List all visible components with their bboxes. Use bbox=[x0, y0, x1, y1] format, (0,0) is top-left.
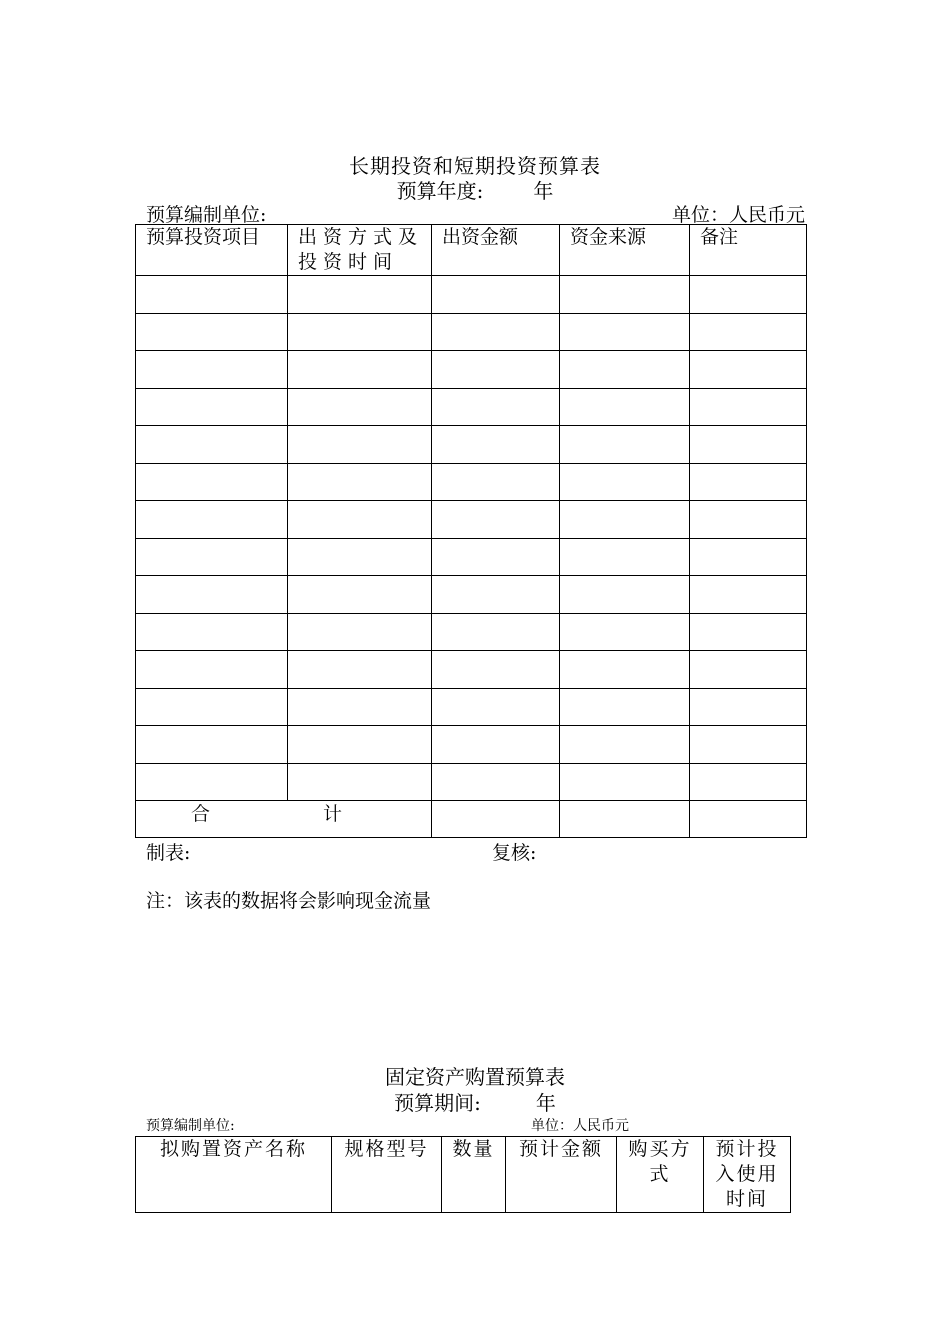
table-cell[interactable] bbox=[288, 726, 432, 764]
table-cell[interactable] bbox=[432, 276, 560, 314]
table-cell[interactable] bbox=[288, 426, 432, 464]
form2-unit-right: 单位：人民币元 bbox=[531, 1118, 629, 1134]
table-row bbox=[136, 351, 807, 389]
table-row bbox=[136, 651, 807, 689]
header-cell: 出资方式及投资时间 bbox=[288, 225, 432, 276]
table-cell[interactable] bbox=[432, 538, 560, 576]
table-cell[interactable] bbox=[432, 388, 560, 426]
table-cell[interactable] bbox=[136, 688, 288, 726]
table-cell[interactable] bbox=[136, 501, 288, 539]
table-cell[interactable] bbox=[690, 538, 807, 576]
table-row bbox=[136, 613, 807, 651]
table-row bbox=[136, 538, 807, 576]
table-cell[interactable] bbox=[288, 463, 432, 501]
total-amount-cell[interactable] bbox=[432, 801, 560, 838]
table-cell[interactable] bbox=[288, 613, 432, 651]
table-cell[interactable] bbox=[690, 501, 807, 539]
table-row bbox=[136, 688, 807, 726]
form2-period-suffix: 年 bbox=[535, 1091, 556, 1115]
table-cell[interactable] bbox=[288, 688, 432, 726]
table-cell[interactable] bbox=[432, 351, 560, 389]
header-cell: 备注 bbox=[690, 225, 807, 276]
total-source-cell[interactable] bbox=[560, 801, 690, 838]
table-row bbox=[136, 463, 807, 501]
table-cell[interactable] bbox=[136, 763, 288, 801]
table-row bbox=[136, 426, 807, 464]
header-cell: 资金来源 bbox=[560, 225, 690, 276]
table-cell[interactable] bbox=[432, 688, 560, 726]
table-cell[interactable] bbox=[560, 726, 690, 764]
table-cell[interactable] bbox=[288, 276, 432, 314]
table-cell[interactable] bbox=[288, 351, 432, 389]
table-cell[interactable] bbox=[288, 313, 432, 351]
form1-year-label: 预算年度: bbox=[396, 179, 484, 203]
table-cell[interactable] bbox=[288, 576, 432, 614]
table-cell[interactable] bbox=[690, 576, 807, 614]
table-cell[interactable] bbox=[432, 576, 560, 614]
header-cell: 预算投资项目 bbox=[136, 225, 288, 276]
table-cell[interactable] bbox=[136, 276, 288, 314]
table-cell[interactable] bbox=[136, 388, 288, 426]
form1-unit-left: 预算编制单位: bbox=[146, 204, 267, 226]
form1-note: 注：该表的数据将会影响现金流量 bbox=[146, 890, 432, 912]
table-cell[interactable] bbox=[560, 463, 690, 501]
investment-budget-table bbox=[135, 224, 807, 838]
footer-maker: 制表: bbox=[146, 842, 191, 864]
table-row bbox=[136, 726, 807, 764]
table-cell[interactable] bbox=[560, 501, 690, 539]
form2-unit-left: 预算编制单位: bbox=[146, 1118, 235, 1134]
table-header-row bbox=[136, 1137, 791, 1213]
table-cell[interactable] bbox=[136, 576, 288, 614]
table-cell[interactable] bbox=[432, 726, 560, 764]
table-cell[interactable] bbox=[560, 426, 690, 464]
table-cell[interactable] bbox=[690, 388, 807, 426]
footer-reviewer: 复核: bbox=[492, 842, 537, 864]
table-cell[interactable] bbox=[690, 276, 807, 314]
table-header-row bbox=[136, 225, 807, 276]
table-cell[interactable] bbox=[136, 726, 288, 764]
table-cell[interactable] bbox=[288, 763, 432, 801]
table-body bbox=[136, 276, 807, 801]
table-cell[interactable] bbox=[136, 463, 288, 501]
header-cell: 预计金额 bbox=[506, 1137, 617, 1213]
total-row bbox=[136, 801, 807, 838]
form1-year-suffix: 年 bbox=[533, 179, 554, 203]
form1-year-line bbox=[0, 175, 950, 204]
table-cell[interactable] bbox=[560, 313, 690, 351]
table-cell[interactable] bbox=[136, 313, 288, 351]
table-cell[interactable] bbox=[432, 763, 560, 801]
table-row bbox=[136, 501, 807, 539]
table-cell[interactable] bbox=[690, 613, 807, 651]
table-cell[interactable] bbox=[432, 651, 560, 689]
table-cell[interactable] bbox=[690, 351, 807, 389]
table-cell[interactable] bbox=[690, 313, 807, 351]
header-cell: 出资金额 bbox=[432, 225, 560, 276]
table-row bbox=[136, 313, 807, 351]
table-row bbox=[136, 276, 807, 314]
total-label-b: 计 bbox=[323, 803, 343, 825]
header-cell: 规格型号 bbox=[332, 1137, 442, 1213]
table-cell[interactable] bbox=[560, 688, 690, 726]
header-cell: 预计投入使用时间 bbox=[704, 1137, 791, 1213]
header-cell: 拟购置资产名称 bbox=[136, 1137, 332, 1213]
fixed-asset-budget-table bbox=[135, 1136, 791, 1213]
table-cell[interactable] bbox=[432, 501, 560, 539]
table-cell[interactable] bbox=[560, 351, 690, 389]
table-cell[interactable] bbox=[560, 538, 690, 576]
table-cell[interactable] bbox=[288, 501, 432, 539]
table-cell[interactable] bbox=[288, 388, 432, 426]
table-cell[interactable] bbox=[136, 351, 288, 389]
header-cell: 数量 bbox=[442, 1137, 506, 1213]
table-cell[interactable] bbox=[690, 651, 807, 689]
form2-period-line bbox=[0, 1087, 950, 1116]
table-cell[interactable] bbox=[136, 613, 288, 651]
table-row bbox=[136, 388, 807, 426]
table-cell[interactable] bbox=[288, 651, 432, 689]
table-cell[interactable] bbox=[690, 763, 807, 801]
table-cell[interactable] bbox=[560, 276, 690, 314]
table-cell[interactable] bbox=[690, 688, 807, 726]
table-cell[interactable] bbox=[690, 463, 807, 501]
form2-title: 固定资产购置预算表 bbox=[385, 1065, 565, 1089]
table-cell[interactable] bbox=[690, 726, 807, 764]
table-cell[interactable] bbox=[432, 463, 560, 501]
table-cell[interactable] bbox=[560, 388, 690, 426]
header-cell: 购买方式 bbox=[617, 1137, 704, 1213]
total-label-a: 合 bbox=[191, 803, 211, 825]
table-cell[interactable] bbox=[136, 651, 288, 689]
form2-period-label: 预算期间: bbox=[394, 1091, 481, 1115]
table-cell[interactable] bbox=[560, 576, 690, 614]
table-cell[interactable] bbox=[288, 538, 432, 576]
table-cell[interactable] bbox=[432, 613, 560, 651]
table-cell[interactable] bbox=[560, 651, 690, 689]
table-cell[interactable] bbox=[136, 538, 288, 576]
total-label-cell bbox=[136, 801, 432, 838]
form1-unit-right: 单位：人民币元 bbox=[671, 204, 805, 226]
table-row bbox=[136, 576, 807, 614]
table-cell[interactable] bbox=[560, 763, 690, 801]
total-remark-cell[interactable] bbox=[690, 801, 807, 838]
table-row bbox=[136, 763, 807, 801]
table-cell[interactable] bbox=[432, 426, 560, 464]
table-cell[interactable] bbox=[690, 426, 807, 464]
table-cell[interactable] bbox=[136, 426, 288, 464]
table-cell[interactable] bbox=[560, 613, 690, 651]
table-cell[interactable] bbox=[432, 313, 560, 351]
form1-title: 长期投资和短期投资预算表 bbox=[349, 154, 601, 178]
